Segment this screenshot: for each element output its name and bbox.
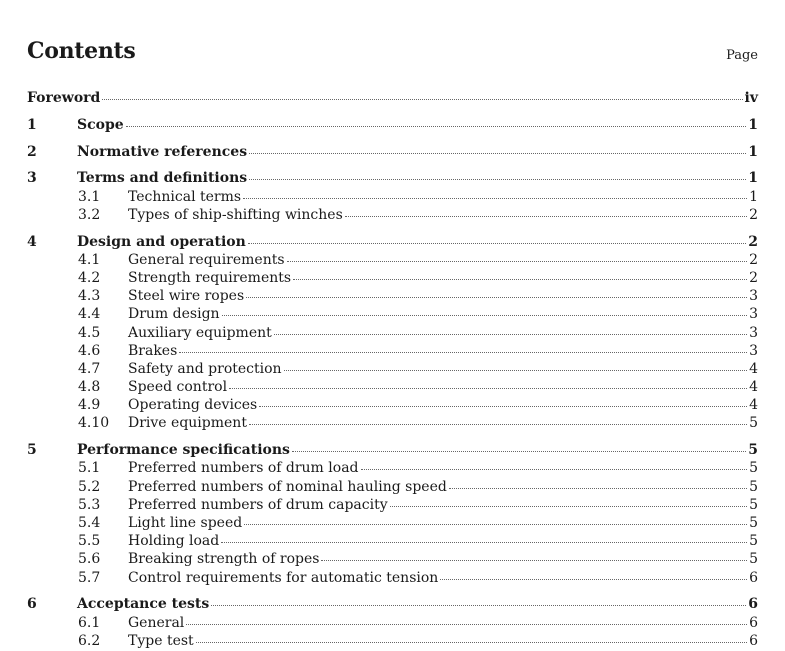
toc-entry-label: Foreword bbox=[27, 90, 101, 106]
toc-entry-number: 3.1 bbox=[78, 188, 101, 205]
toc-subsection-5-4[interactable] bbox=[27, 515, 758, 533]
toc-entry-page: 2 bbox=[749, 206, 758, 223]
dot-leader bbox=[222, 315, 748, 316]
toc-entry-page: 5 bbox=[749, 551, 758, 568]
toc-entry-label: Types of ship-shifting winches bbox=[128, 206, 343, 223]
toc-subsection-5-1[interactable] bbox=[27, 460, 758, 478]
toc-entry-label: Acceptance tests bbox=[77, 596, 210, 613]
toc-entry-label: Design and operation bbox=[77, 233, 246, 250]
dot-leader bbox=[179, 352, 747, 353]
dot-leader bbox=[284, 370, 748, 371]
toc-entry-page: 5 bbox=[749, 533, 758, 550]
toc-subsection-5-3[interactable] bbox=[27, 497, 758, 515]
toc-entry-number: 1 bbox=[27, 116, 37, 133]
toc-entry-label: Steel wire ropes bbox=[128, 288, 245, 305]
toc-subsection-4-10[interactable] bbox=[27, 415, 758, 433]
dot-leader bbox=[246, 297, 747, 298]
dot-leader bbox=[287, 261, 748, 262]
table-of-contents bbox=[27, 90, 758, 651]
toc-entry-number: 4.1 bbox=[78, 251, 101, 268]
toc-entry-number: 4.4 bbox=[78, 306, 101, 323]
toc-subsection-5-6[interactable] bbox=[27, 551, 758, 569]
dot-leader bbox=[243, 198, 747, 199]
toc-entry-number: 4.3 bbox=[78, 288, 101, 305]
dot-leader bbox=[292, 451, 746, 452]
toc-subsection-4-3[interactable] bbox=[27, 288, 758, 306]
toc-subsection-4-5[interactable] bbox=[27, 325, 758, 343]
toc-section-2[interactable] bbox=[27, 135, 758, 162]
toc-entry-foreword[interactable] bbox=[27, 90, 758, 108]
toc-entry-page: 4 bbox=[749, 397, 758, 414]
toc-subsection-5-7[interactable] bbox=[27, 570, 758, 588]
toc-entry-label: Auxiliary equipment bbox=[128, 324, 272, 341]
toc-entry-label: General requirements bbox=[128, 251, 285, 268]
toc-subsection-6-1[interactable] bbox=[27, 615, 758, 633]
toc-entry-page: 3 bbox=[749, 306, 758, 323]
toc-subsection-3-2[interactable] bbox=[27, 207, 758, 225]
toc-entry-page: 3 bbox=[749, 288, 758, 305]
toc-entry-number: 6.1 bbox=[78, 614, 101, 631]
toc-subsection-5-2[interactable] bbox=[27, 479, 758, 497]
toc-entry-page: 3 bbox=[749, 342, 758, 359]
toc-entry-number: 4.6 bbox=[78, 342, 101, 359]
dot-leader bbox=[390, 506, 747, 507]
toc-section-1[interactable] bbox=[27, 108, 758, 135]
toc-entry-label: Drum design bbox=[128, 306, 220, 323]
toc-entry-label: Drive equipment bbox=[128, 415, 247, 432]
toc-entry-label: Technical terms bbox=[128, 188, 242, 205]
toc-entry-label: General bbox=[128, 614, 185, 631]
toc-entry-label: Scope bbox=[77, 116, 124, 133]
toc-entry-page: 1 bbox=[748, 143, 758, 160]
dot-leader bbox=[440, 579, 747, 580]
toc-entry-label: Strength requirements bbox=[128, 269, 292, 286]
toc-section-4[interactable] bbox=[27, 225, 758, 252]
toc-subsection-4-2[interactable] bbox=[27, 270, 758, 288]
toc-entry-label: Light line speed bbox=[128, 514, 243, 531]
toc-entry-number: 4.9 bbox=[78, 397, 101, 414]
toc-entry-page: 4 bbox=[749, 360, 758, 377]
toc-entry-page: 2 bbox=[749, 251, 758, 268]
dot-leader bbox=[259, 406, 747, 407]
toc-entry-label: Preferred numbers of nominal hauling speed bbox=[128, 478, 447, 495]
dot-leader bbox=[196, 642, 747, 643]
toc-entry-label: Control requirements for automatic tension bbox=[128, 569, 439, 586]
toc-entry-number: 5.2 bbox=[78, 478, 101, 495]
dot-leader bbox=[102, 99, 742, 100]
toc-entry-page: 4 bbox=[749, 379, 758, 396]
dot-leader bbox=[249, 153, 746, 154]
toc-entry-page: 6 bbox=[748, 596, 758, 613]
toc-section-6[interactable] bbox=[27, 588, 758, 615]
toc-entry-label: Speed control bbox=[128, 379, 228, 396]
toc-entry-number: 4.8 bbox=[78, 379, 101, 396]
toc-entry-number: 4.10 bbox=[78, 415, 110, 432]
toc-subsection-3-1[interactable] bbox=[27, 189, 758, 207]
toc-entry-label: Preferred numbers of drum capacity bbox=[128, 496, 388, 513]
toc-entry-number: 4.7 bbox=[78, 360, 101, 377]
dot-leader bbox=[126, 126, 747, 127]
page-column-label: Page bbox=[726, 48, 758, 63]
dot-leader bbox=[321, 560, 747, 561]
toc-entry-number: 3 bbox=[27, 170, 37, 187]
toc-entry-page: 5 bbox=[749, 460, 758, 477]
dot-leader bbox=[221, 542, 747, 543]
toc-entry-number: 5.1 bbox=[78, 460, 101, 477]
toc-entry-page: 2 bbox=[749, 269, 758, 286]
toc-entry-label: Type test bbox=[128, 632, 194, 649]
toc-entry-label: Preferred numbers of drum load bbox=[128, 460, 359, 477]
toc-entry-number: 4.5 bbox=[78, 324, 101, 341]
toc-entry-page: 5 bbox=[748, 442, 758, 459]
dot-leader bbox=[244, 524, 747, 525]
toc-section-5[interactable] bbox=[27, 434, 758, 461]
dot-leader bbox=[248, 243, 746, 244]
toc-entry-number: 5.3 bbox=[78, 496, 101, 513]
toc-entry-number: 5 bbox=[27, 442, 37, 459]
toc-subsection-5-5[interactable] bbox=[27, 533, 758, 551]
toc-entry-page: 6 bbox=[749, 614, 758, 631]
dot-leader bbox=[345, 216, 747, 217]
toc-entry-page: 5 bbox=[749, 478, 758, 495]
toc-subsection-4-6[interactable] bbox=[27, 343, 758, 361]
toc-entry-page: 6 bbox=[749, 632, 758, 649]
dot-leader bbox=[211, 605, 746, 606]
toc-entry-label: Breaking strength of ropes bbox=[128, 551, 320, 568]
dot-leader bbox=[249, 424, 747, 425]
toc-section-3[interactable] bbox=[27, 162, 758, 189]
page-title: Contents bbox=[27, 38, 136, 64]
toc-subsection-4-1[interactable] bbox=[27, 252, 758, 270]
toc-entry-label: Brakes bbox=[128, 342, 178, 359]
toc-entry-page: 1 bbox=[748, 116, 758, 133]
toc-entry-page: 5 bbox=[749, 415, 758, 432]
toc-subsection-4-7[interactable] bbox=[27, 361, 758, 379]
toc-entry-number: 5.7 bbox=[78, 569, 101, 586]
toc-entry-page: 5 bbox=[749, 496, 758, 513]
toc-subsection-4-4[interactable] bbox=[27, 306, 758, 324]
toc-subsection-4-9[interactable] bbox=[27, 397, 758, 415]
toc-entry-page: 1 bbox=[749, 188, 758, 205]
toc-entry-page: 1 bbox=[748, 170, 758, 187]
toc-subsection-6-2[interactable] bbox=[27, 633, 758, 651]
toc-entry-label: Safety and protection bbox=[128, 360, 282, 377]
dot-leader bbox=[229, 388, 747, 389]
toc-entry-number: 5.4 bbox=[78, 514, 101, 531]
toc-entry-label: Performance specifications bbox=[77, 442, 290, 459]
toc-entry-page: 3 bbox=[749, 324, 758, 341]
toc-entry-number: 4.2 bbox=[78, 269, 101, 286]
dot-leader bbox=[361, 469, 748, 470]
toc-entry-label: Normative references bbox=[77, 143, 248, 160]
toc-entry-page: 2 bbox=[748, 233, 758, 250]
dot-leader bbox=[449, 488, 747, 489]
dot-leader bbox=[293, 279, 747, 280]
dot-leader bbox=[186, 624, 747, 625]
dot-leader bbox=[249, 179, 746, 180]
toc-entry-number: 5.5 bbox=[78, 533, 101, 550]
toc-entry-label: Operating devices bbox=[128, 397, 258, 414]
toc-entry-number: 6 bbox=[27, 596, 37, 613]
toc-subsection-4-8[interactable] bbox=[27, 379, 758, 397]
toc-entry-number: 2 bbox=[27, 143, 37, 160]
toc-entry-number: 6.2 bbox=[78, 632, 101, 649]
toc-entry-label: Terms and definitions bbox=[77, 170, 248, 187]
toc-entry-label: Holding load bbox=[128, 533, 220, 550]
toc-entry-page: 6 bbox=[749, 569, 758, 586]
toc-entry-page: 5 bbox=[749, 514, 758, 531]
toc-entry-page: iv bbox=[744, 90, 758, 106]
dot-leader bbox=[274, 334, 747, 335]
toc-entry-number: 3.2 bbox=[78, 206, 101, 223]
toc-entry-number: 5.6 bbox=[78, 551, 101, 568]
toc-entry-number: 4 bbox=[27, 233, 37, 250]
